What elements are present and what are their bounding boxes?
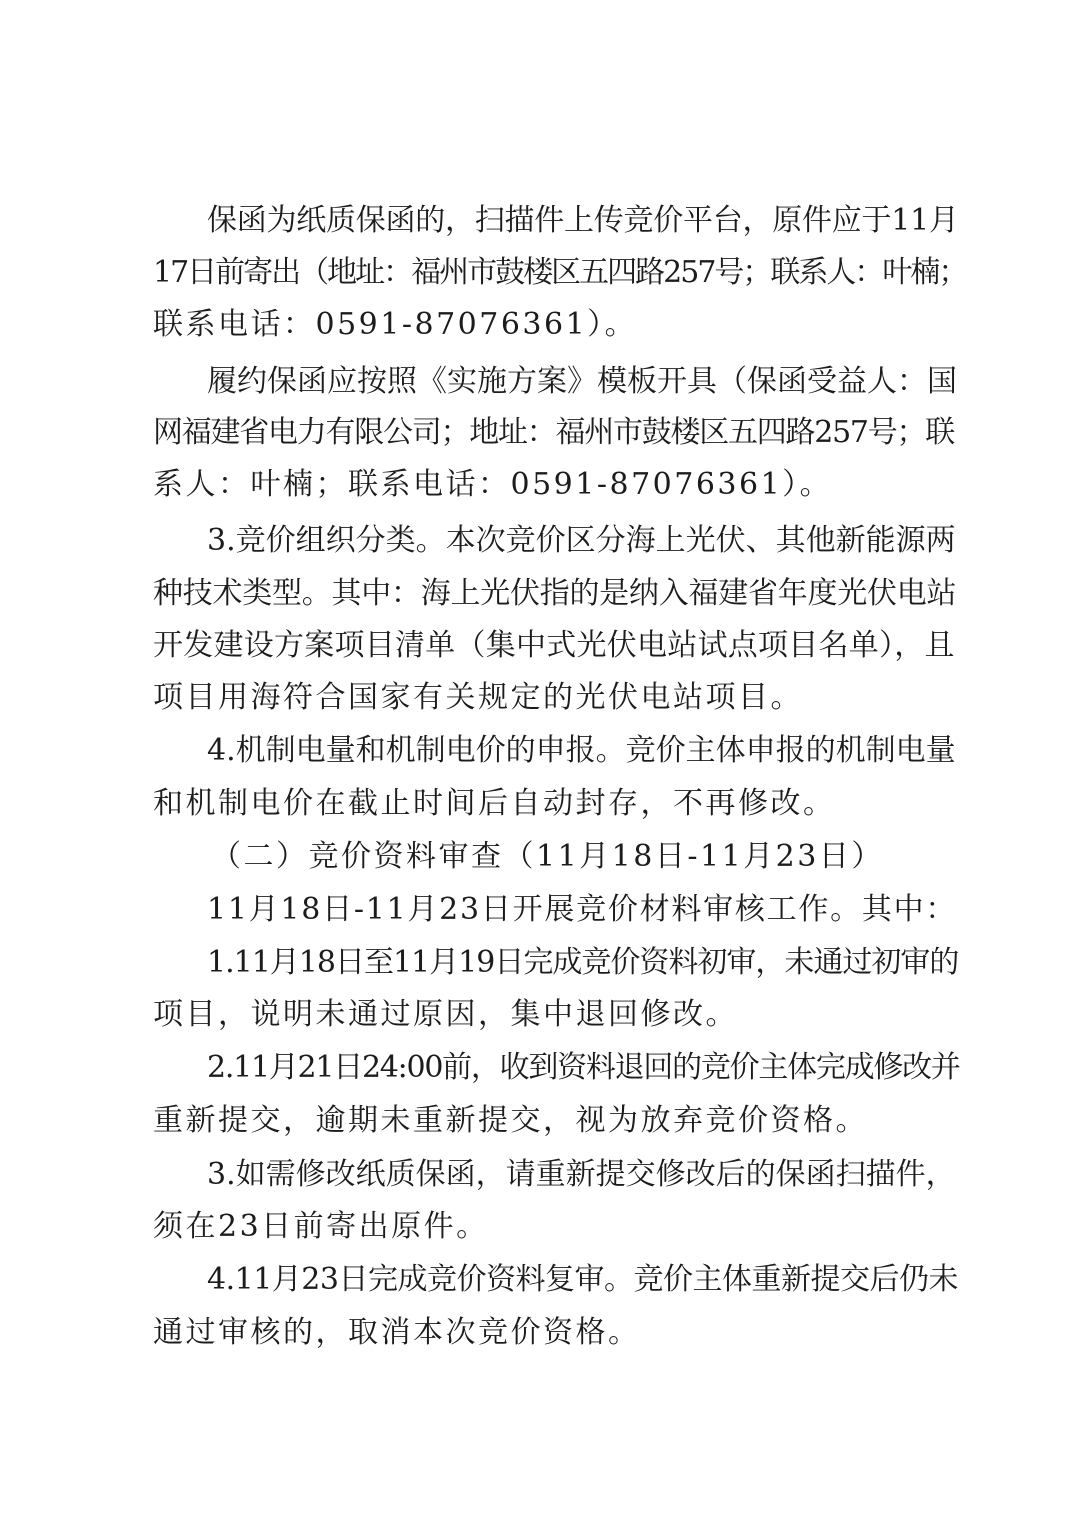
section-heading: （二）竞价资料审查（11月18日-11月23日） (211, 839, 884, 874)
text-line: 1.11月18日至11月19日完成竞价资料初审，未通过初审的 (207, 945, 959, 980)
text-line: 和机制电价在截止时间后自动封存，不再修改。 (153, 786, 836, 821)
text-line: 开发建设方案项目清单（集中式光伏电站试点项目名单），且 (153, 628, 955, 663)
text-line: 须在23日前寄出原件。 (153, 1209, 489, 1244)
text-line: 履约保函应按照《实施方案》模板开具（保函受益人：国 (207, 364, 957, 399)
text-line: 通过审核的，取消本次竞价资格。 (153, 1315, 641, 1350)
text-line: 保函为纸质保函的，扫描件上传竞价平台，原件应于11月 (207, 203, 959, 238)
text-line: 重新提交，逾期未重新提交，视为放弃竞价资格。 (153, 1103, 868, 1138)
text-line: 11月18日-11月23日开展竞价材料审核工作。其中： (207, 892, 958, 927)
text-line: 系人：叶楠；联系电话：0591-87076361）。 (153, 467, 833, 502)
text-line: 项目用海符合国家有关规定的光伏电站项目。 (153, 680, 803, 715)
text-line: 网福建省电力有限公司；地址：福州市鼓楼区五四路257号；联 (153, 415, 955, 450)
text-line: 3.竞价组织分类。本次竞价区分海上光伏、其他新能源两 (207, 523, 956, 558)
text-line: 2.11月21日24:00前，收到资料退回的竞价主体完成修改并 (207, 1050, 960, 1085)
text-line: 3.如需修改纸质保函，请重新提交修改后的保函扫描件， (207, 1157, 956, 1192)
text-line: 17日前寄出（地址：福州市鼓楼区五四路257号；联系人：叶楠； (153, 255, 967, 290)
text-line: 项目，说明未通过原因，集中退回修改。 (153, 997, 738, 1032)
text-line: 联系电话：0591-87076361）。 (153, 307, 638, 342)
text-line: 4.机制电量和机制电价的申报。竞价主体申报的机制电量 (207, 733, 956, 768)
text-line: 4.11月23日完成竞价资料复审。竞价主体重新提交后仍未 (207, 1262, 958, 1297)
text-line: 种技术类型。其中：海上光伏指的是纳入福建省年度光伏电站 (153, 576, 957, 611)
